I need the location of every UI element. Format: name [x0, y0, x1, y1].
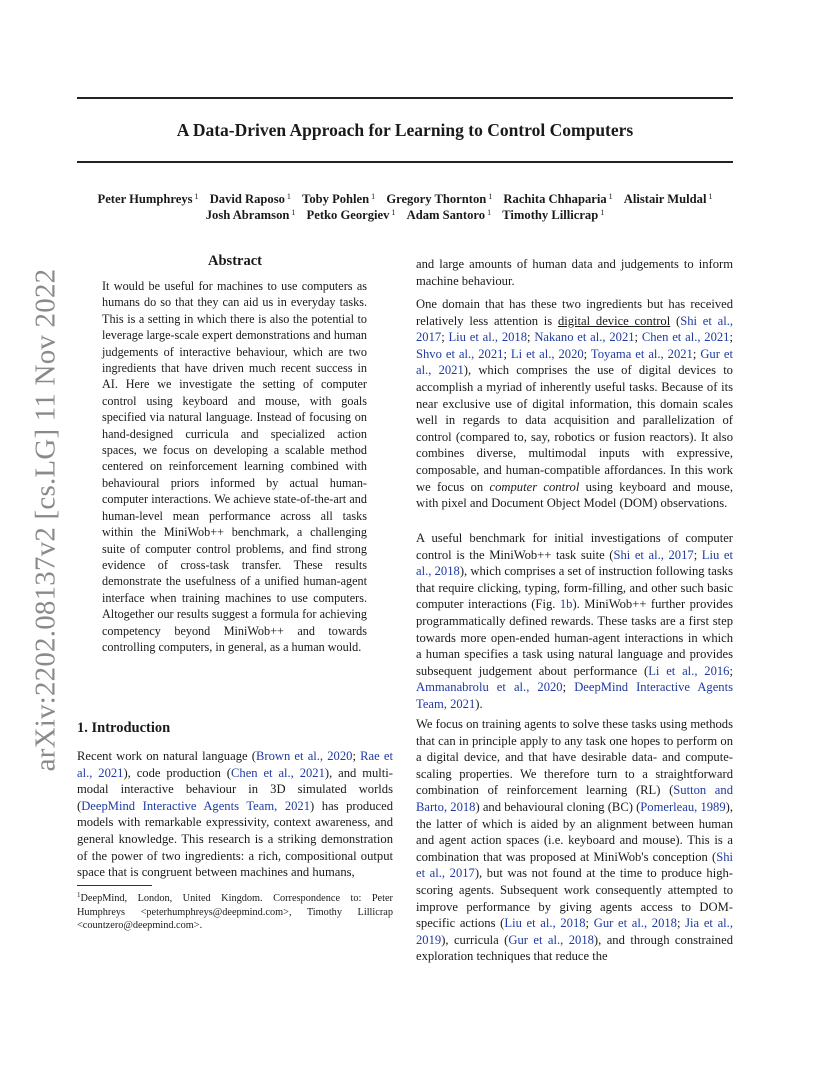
- citation-link[interactable]: DeepMind Interactive Agents Team, 2021: [81, 798, 311, 813]
- author-name: Timothy Lillicrap $^1$: [502, 208, 605, 222]
- citation-link[interactable]: Li et al., 2020: [510, 346, 584, 361]
- citation-link[interactable]: Chen et al., 2021: [641, 330, 730, 345]
- author-name: Adam Santoro $^1$: [406, 208, 492, 222]
- citation-link[interactable]: Gur et al., 2021: [416, 346, 733, 378]
- citation-link[interactable]: Nakano et al., 2021: [534, 330, 635, 345]
- citation-link[interactable]: Shi et al., 2017: [416, 849, 733, 881]
- affiliation-mark: 1: [371, 192, 376, 201]
- citation-link[interactable]: Chen et al., 2021: [231, 765, 325, 780]
- citation-link[interactable]: Shvo et al., 2021: [416, 346, 504, 361]
- citation-link[interactable]: Jia et al., 2019: [416, 916, 733, 947]
- author-name: Rachita Chhaparia $^1$: [503, 192, 613, 206]
- affiliation-mark: 1: [391, 208, 396, 217]
- author-name: Peter Humphreys $^1$: [97, 192, 199, 206]
- author-name: Petko Georgiev $^1$: [306, 208, 396, 222]
- body-paragraph: We focus on training agents to solve these tasks using methods that can in principle apply to any task one hopes to perform on a digital device, and that have desirable data- and compute-scaling properties. We therefore turn to a straightforward combination of reinforcement learning (RL) (Sutton and Barto, 2018) and behavioural cloning (BC) (Pomerleau, 1989), the latter of which is aided by an alignment between human and agent action spaces (i.e. keyboard and mouse). This is a combination that was proposed at MiniWob's conception (Shi et al., 2017), but was not found at the time to produce high-scoring agents. Subsequent work consequently attempted to improve performance by giving agents access to DOM-specific actions (Liu et al., 2018; Gur et al., 2018; Jia et al., 2019), curricula (Gur et al., 2018), and through constrained exploration techniques that reduce the: [416, 717, 733, 964]
- affiliation-mark: 1: [488, 192, 493, 201]
- affiliation-mark: 1: [194, 192, 199, 201]
- underlined-term: digital device control: [557, 313, 671, 328]
- body-paragraph: One domain that has these two ingredients but has received relatively less attention is digital device control (Shi et al., 2017; Liu et al., 2018; Nakano et al., 2021; Chen et al., 2021; Shvo et al., 2021; Li et al., 2020; Toyama et al., 2021; Gur et al., 2021), which comprises the use of digital devices to accomplish a myriad of inherently useful tasks. Because of its near exclusive use of digital information, this domain scales well in regards to data acquisition and parallelization of control (compared to, say, robotics or fusion reactors). It also combines diverse, multimodal inputs with expressive, composable, and human-compatible affordances. In this work we focus on computer control using keyboard and mouse, with pixel and Document Object Model (DOM) observations.: [416, 297, 733, 511]
- author-name: Gregory Thornton $^1$: [386, 192, 493, 206]
- affiliation-mark: 1: [600, 208, 605, 217]
- author-name: Josh Abramson $^1$: [205, 208, 296, 222]
- body-paragraph: and large amounts of human data and judgements to inform machine behaviour.: [416, 257, 733, 288]
- citation-link[interactable]: Ammanabrolu et al., 2020: [416, 680, 563, 695]
- citation-link[interactable]: Pomerleau, 1989: [640, 799, 726, 814]
- citation-link[interactable]: Gur et al., 2018: [593, 916, 677, 931]
- citation-link[interactable]: Liu et al., 2018: [416, 547, 733, 579]
- citation-link[interactable]: Brown et al., 2020: [255, 749, 353, 763]
- paper-title: A Data-Driven Approach for Learning to Control Computers: [176, 120, 634, 140]
- citation-link[interactable]: Shi et al., 2017: [416, 313, 733, 345]
- emphasized-term: computer control: [489, 479, 580, 494]
- affiliation-mark: 1: [291, 208, 296, 217]
- introduction-paragraph: Recent work on natural language (Brown et al., 2020; Rae et al., 2021), code production (Chen et al., 2021), and multi-modal interactive behaviour in 3D simulated worlds (DeepMind Interactive Agents Team, 2021) has produced models with remarkable expressivity, context awareness, and general knowledge. This research is a striking demonstration of the power of two ingredients: a rich, compositional output space that is congruent between machines and humans,: [77, 749, 393, 880]
- affiliation-mark: 1: [608, 192, 613, 201]
- citation-link[interactable]: 1b: [559, 597, 573, 612]
- footnote-rule: [77, 885, 152, 886]
- citation-link[interactable]: Liu et al., 2018: [448, 330, 528, 345]
- affiliation-footnote: [77, 889, 393, 933]
- author-name: Toby Pohlen $^1$: [302, 192, 376, 206]
- citation-link[interactable]: Gur et al., 2018: [508, 932, 594, 947]
- affiliation-mark: 1: [708, 192, 713, 201]
- footnote-mark: 1: [77, 891, 81, 899]
- abstract-text: It would be useful for machines to use computers as humans do so that they can aid us in everyday tasks. This is a setting in which there is also the potential to leverage large-scale expert demonstrations and human judgements of interactive behaviour, which are two ingredients that have driven much recent success in AI. Here we investigate the setting of computer control using keyboard and mouse, with goals specified via natural language. Instead of focusing on hand-designed curricula and specialized action spaces, we focus on developing a scalable method centered on reinforcement learning combined with behavioural priors informed by actual human-computer interactions. We achieve state-of-the-art and human-level mean performance across all tasks within the MiniWob++ benchmark, a challenging suite of computer control problems, and find strong evidence of cross-task transfer. These results demonstrate the usefulness of a unified human-agent interface when training machines to use computers. Altogether our results suggest a formula for achieving competency beyond MiniWob++ and towards controlling computers, in general, as a human would.: [102, 279, 367, 654]
- author-list: [60, 208, 750, 223]
- citation-link[interactable]: Rae et al., 2021: [77, 749, 393, 780]
- author-list: [60, 192, 750, 207]
- citation-link[interactable]: Shi et al., 2017: [613, 547, 694, 562]
- author-name: Alistair Muldal $^1$: [623, 192, 713, 206]
- citation-link[interactable]: Toyama et al., 2021: [590, 346, 693, 361]
- title-rule: [77, 161, 733, 163]
- body-paragraph: A useful benchmark for initial investigations of computer control is the MiniWob++ task suite (Shi et al., 2017; Liu et al., 2018), which comprises a set of instruction following tasks that require clicking, typing, form-filling, and other such basic computer interactions (Fig. 1b). MiniWob++ further provides programmatically defined rewards. These tasks are a first step towards more open-ended human-agent interactions in which a human specifies a task using natural language and provides subsequent judgement about performance (Li et al., 2016; Ammanabrolu et al., 2020; DeepMind Interactive Agents Team, 2021).: [416, 531, 733, 711]
- affiliation-mark: 1: [487, 208, 492, 217]
- citation-link[interactable]: DeepMind Interactive Agents Team, 2021: [416, 680, 733, 711]
- affiliation-mark: 1: [286, 192, 291, 201]
- citation-link[interactable]: Li et al., 2016: [648, 663, 730, 678]
- abstract-heading: Abstract: [208, 253, 262, 269]
- footnote-text: DeepMind, London, United Kingdom. Correspondence to: Peter Humphreys <peterhumphreys@deepmind.com>, Timothy Lillicrap <countzero@deepmind.com>.: [77, 893, 393, 932]
- section-heading-introduction: 1. Introduction: [77, 720, 171, 736]
- citation-link[interactable]: Sutton and Barto, 2018: [416, 783, 733, 814]
- top-rule: [77, 97, 733, 99]
- citation-link[interactable]: Liu et al., 2018: [504, 916, 586, 931]
- author-name: David Raposo $^1$: [209, 192, 291, 206]
- arxiv-identifier: arXiv:2202.08137v2 [cs.LG] 11 Nov 2022: [29, 268, 62, 772]
